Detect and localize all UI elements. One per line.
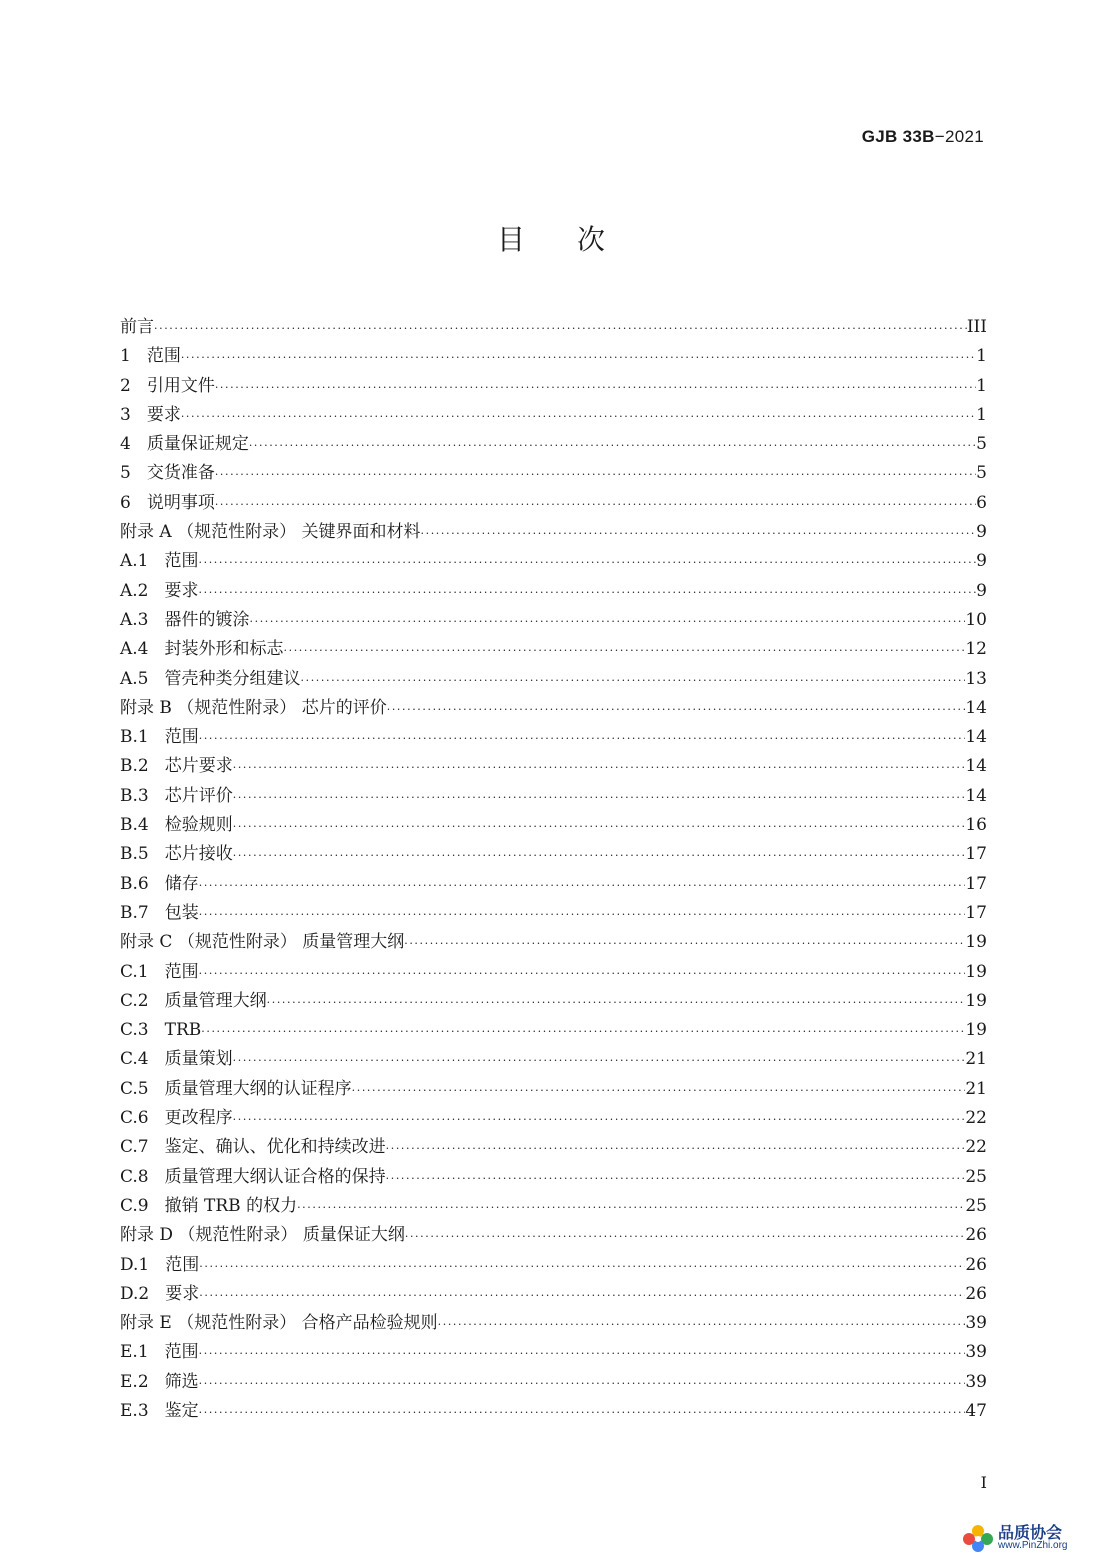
toc-entry[interactable] xyxy=(120,459,987,488)
toc-entry[interactable] xyxy=(120,1221,987,1250)
toc-entry-number: 1 xyxy=(120,346,131,367)
toc-entry[interactable] xyxy=(120,723,987,752)
toc-dot-leader xyxy=(284,636,966,665)
toc-entry[interactable] xyxy=(120,635,987,664)
toc-entry-label xyxy=(120,606,250,635)
toc-entry-page: 22 xyxy=(965,1108,987,1129)
toc-dot-leader xyxy=(421,519,977,548)
toc-entry-number: C.9 xyxy=(120,1195,149,1216)
toc-entry-page: 39 xyxy=(965,1342,987,1363)
toc-dot-leader xyxy=(199,1398,966,1427)
toc-entry-page: 14 xyxy=(965,727,987,748)
toc-entry-page: 39 xyxy=(965,1313,987,1334)
toc-dot-leader xyxy=(233,753,966,782)
toc-dot-leader xyxy=(201,1017,965,1046)
toc-entry-page: 5 xyxy=(976,463,987,484)
toc-entry-number: 3 xyxy=(120,404,131,425)
toc-entry-title: 交货准备 xyxy=(146,463,215,484)
toc-entry[interactable] xyxy=(120,1251,987,1280)
toc-entry-title: 质量管理大纲认证合格的保持 xyxy=(164,1166,386,1187)
toc-entry-title: 筛选 xyxy=(164,1371,199,1392)
toc-entry-page: 14 xyxy=(965,785,987,806)
toc-entry[interactable] xyxy=(120,577,987,606)
toc-dot-leader xyxy=(297,1193,965,1222)
toc-entry[interactable] xyxy=(120,811,987,840)
toc-entry[interactable] xyxy=(120,1075,987,1104)
toc-entry-label xyxy=(120,1368,199,1397)
toc-entry-label xyxy=(120,1338,199,1367)
toc-entry-title: 芯片评价 xyxy=(164,785,233,806)
toc-entry-label xyxy=(120,1045,233,1074)
toc-entry-page: 25 xyxy=(965,1166,987,1187)
toc-dot-leader xyxy=(233,1105,966,1134)
toc-entry-number: B.5 xyxy=(120,844,149,865)
toc-entry-number: C.6 xyxy=(120,1108,149,1129)
toc-entry[interactable] xyxy=(120,1192,987,1221)
toc-entry-number: 6 xyxy=(120,492,131,513)
toc-entry-label xyxy=(120,958,199,987)
document-code xyxy=(862,127,984,147)
toc-entry-number: A.1 xyxy=(120,551,149,572)
toc-entry-title: 说明事项 xyxy=(146,492,215,513)
toc-entry-page: 47 xyxy=(965,1400,987,1421)
toc-entry-title: 附录 D （规范性附录） 质量保证大纲 xyxy=(120,1225,405,1246)
toc-entry-title: 范围 xyxy=(165,1254,200,1275)
toc-entry-label xyxy=(120,635,284,664)
toc-dot-leader xyxy=(215,373,976,402)
toc-entry-page: 19 xyxy=(965,932,987,953)
toc-entry-number: C.4 xyxy=(120,1049,149,1070)
toc-dot-leader xyxy=(387,695,966,724)
toc-entry-page: 22 xyxy=(965,1137,987,1158)
toc-entry-label xyxy=(120,401,181,430)
toc-dot-leader xyxy=(181,343,976,372)
toc-entry-title: 要求 xyxy=(165,1283,200,1304)
toc-entry-label xyxy=(120,1309,438,1338)
toc-entry[interactable] xyxy=(120,1280,987,1309)
toc-entry-page: 19 xyxy=(965,990,987,1011)
toc-entry-title: 范围 xyxy=(164,727,199,748)
page-title: 目次 xyxy=(496,223,657,256)
toc-entry-label xyxy=(120,313,154,342)
toc-entry-title: 芯片接收 xyxy=(164,844,233,865)
toc-entry-label xyxy=(120,1280,199,1309)
toc-entry-number: B.1 xyxy=(120,727,149,748)
toc-dot-leader xyxy=(352,1076,966,1105)
toc-entry-number: A.2 xyxy=(120,580,149,601)
toc-entry-label xyxy=(120,1163,386,1192)
toc-dot-leader xyxy=(199,900,966,929)
toc-entry-page: 26 xyxy=(965,1283,987,1304)
toc-entry-number: B.4 xyxy=(120,815,149,836)
toc-entry-label xyxy=(120,840,233,869)
toc-entry-number: B.6 xyxy=(120,873,149,894)
watermark xyxy=(960,1520,1090,1556)
toc-entry-label xyxy=(120,489,215,518)
toc-entry-page: 16 xyxy=(965,815,987,836)
toc-entry-number: C.3 xyxy=(120,1020,149,1041)
toc-dot-leader xyxy=(233,841,966,870)
toc-entry-title: 鉴定 xyxy=(164,1400,199,1421)
toc-entry-title: 储存 xyxy=(164,873,199,894)
toc-entry-page: 6 xyxy=(976,492,987,513)
toc-entry[interactable] xyxy=(120,606,987,635)
toc-dot-leader xyxy=(199,578,977,607)
toc-entry[interactable] xyxy=(120,928,987,957)
toc-dot-leader xyxy=(199,1252,965,1281)
toc-dot-leader xyxy=(233,1046,966,1075)
toc-dot-leader xyxy=(250,607,966,636)
toc-entry[interactable] xyxy=(120,1045,987,1074)
toc-dot-leader xyxy=(301,666,966,695)
toc-entry-page: 10 xyxy=(965,609,987,630)
toc-dot-leader xyxy=(249,431,976,460)
toc-entry[interactable] xyxy=(120,1397,987,1426)
toc-entry-label xyxy=(120,547,199,576)
toc-entry[interactable] xyxy=(120,665,987,694)
toc-dot-leader xyxy=(386,1164,966,1193)
toc-entry-page: 26 xyxy=(965,1225,987,1246)
toc-entry-label xyxy=(120,811,233,840)
toc-entry-page: 1 xyxy=(976,346,987,367)
toc-entry-title: 附录 E （规范性附录） 合格产品检验规则 xyxy=(120,1313,438,1334)
toc-dot-leader xyxy=(215,460,976,489)
toc-entry[interactable] xyxy=(120,430,987,459)
toc-entry-page: 9 xyxy=(976,580,987,601)
toc-entry[interactable] xyxy=(120,401,987,430)
toc-entry[interactable] xyxy=(120,547,987,576)
toc-entry-title: 要求 xyxy=(164,580,199,601)
toc-entry-label xyxy=(120,430,249,459)
toc-entry-label xyxy=(120,1251,199,1280)
toc-entry-page: 14 xyxy=(965,697,987,718)
toc-entry-title: 封装外形和标志 xyxy=(164,639,284,660)
toc-entry-title: 范围 xyxy=(164,1342,199,1363)
toc-dot-leader xyxy=(199,871,966,900)
toc-entry-label xyxy=(120,1104,233,1133)
toc-entry-page: 21 xyxy=(965,1078,987,1099)
toc-entry-number: C.5 xyxy=(120,1078,149,1099)
document-code-year: −2021 xyxy=(934,127,984,146)
toc-entry-number: E.2 xyxy=(120,1371,149,1392)
toc-entry-label xyxy=(120,342,181,371)
toc-entry-title: 质量策划 xyxy=(164,1049,233,1070)
toc-entry-title: TRB xyxy=(164,1020,202,1041)
toc-entry-label xyxy=(120,987,267,1016)
toc-entry-title: 质量管理大纲 xyxy=(164,990,267,1011)
toc-entry-label xyxy=(120,723,199,752)
toc-entry[interactable] xyxy=(120,840,987,869)
toc-entry-number: A.3 xyxy=(120,609,149,630)
toc-entry-label xyxy=(120,459,215,488)
toc-entry[interactable] xyxy=(120,958,987,987)
toc-dot-leader xyxy=(233,812,966,841)
toc-entry[interactable] xyxy=(120,372,987,401)
toc-entry-page: 25 xyxy=(965,1195,987,1216)
toc-dot-leader xyxy=(233,783,966,812)
document-code-bold: GJB 33B xyxy=(861,127,935,146)
toc-entry-page: 17 xyxy=(965,902,987,923)
toc-entry[interactable] xyxy=(120,342,987,371)
toc-entry[interactable] xyxy=(120,1133,987,1162)
toc-entry-label xyxy=(120,694,387,723)
toc-entry-number: B.2 xyxy=(120,756,149,777)
toc-entry-page: 26 xyxy=(965,1254,987,1275)
toc-entry[interactable] xyxy=(120,489,987,518)
watermark-name: 品质协会 xyxy=(998,1523,1063,1542)
toc-entry-label xyxy=(120,752,233,781)
toc-entry-title: 附录 A （规范性附录） 关键界面和材料 xyxy=(120,522,421,543)
toc-entry-label xyxy=(120,1397,199,1426)
toc-entry-label xyxy=(120,1133,386,1162)
toc-entry[interactable] xyxy=(120,987,987,1016)
toc-entry[interactable] xyxy=(120,1368,987,1397)
toc-entry-page: III xyxy=(966,317,987,337)
toc-entry-label xyxy=(120,665,301,694)
watermark-url: www.PinZhi.org xyxy=(998,1540,1068,1551)
toc-dot-leader xyxy=(199,959,966,988)
toc-entry-number: B.3 xyxy=(120,785,149,806)
toc-entry-number: C.2 xyxy=(120,990,149,1011)
table-of-contents xyxy=(120,313,987,1426)
toc-dot-leader xyxy=(199,1281,965,1310)
toc-entry-number: D.2 xyxy=(120,1283,150,1304)
toc-entry-label xyxy=(120,372,215,401)
toc-dot-leader xyxy=(386,1134,966,1163)
toc-entry-number: A.5 xyxy=(120,668,149,689)
toc-entry[interactable] xyxy=(120,1338,987,1367)
toc-entry-number: 4 xyxy=(120,434,131,455)
toc-dot-leader xyxy=(438,1310,966,1339)
toc-entry-page: 5 xyxy=(976,434,987,455)
toc-dot-leader xyxy=(181,402,976,431)
toc-entry-label xyxy=(120,782,233,811)
toc-entry-title: 质量管理大纲的认证程序 xyxy=(164,1078,352,1099)
toc-entry[interactable] xyxy=(120,1104,987,1133)
toc-dot-leader xyxy=(199,724,966,753)
toc-entry[interactable] xyxy=(120,782,987,811)
toc-entry-title: 范围 xyxy=(164,551,199,572)
toc-entry-label xyxy=(120,1016,201,1045)
toc-entry-page: 13 xyxy=(965,668,987,689)
toc-entry-page: 1 xyxy=(976,404,987,425)
toc-entry-page: 21 xyxy=(965,1049,987,1070)
toc-entry-title: 器件的镀涂 xyxy=(164,609,250,630)
toc-entry-title: 包装 xyxy=(164,902,199,923)
toc-entry-title: 检验规则 xyxy=(164,815,233,836)
toc-entry-title: 前言 xyxy=(120,317,154,337)
toc-entry-number: E.1 xyxy=(120,1342,149,1363)
toc-entry-title: 范围 xyxy=(146,346,181,367)
toc-entry[interactable] xyxy=(120,1163,987,1192)
toc-entry-page: 9 xyxy=(976,551,987,572)
toc-entry-title: 范围 xyxy=(164,961,199,982)
toc-entry[interactable] xyxy=(120,870,987,899)
toc-entry[interactable] xyxy=(120,752,987,781)
toc-dot-leader xyxy=(405,1222,966,1251)
toc-entry-title: 引用文件 xyxy=(146,375,215,396)
toc-dot-leader xyxy=(199,548,977,577)
toc-entry-number: C.8 xyxy=(120,1166,149,1187)
toc-entry-page: 17 xyxy=(965,844,987,865)
page-number: I xyxy=(980,1473,987,1492)
toc-entry[interactable] xyxy=(120,518,987,547)
toc-entry-number: D.1 xyxy=(120,1254,150,1275)
toc-entry[interactable] xyxy=(120,313,987,342)
toc-entry-label xyxy=(120,1192,297,1221)
toc-entry-title: 附录 B （规范性附录） 芯片的评价 xyxy=(120,697,387,718)
toc-entry-label xyxy=(120,899,199,928)
toc-dot-leader xyxy=(404,929,965,958)
toc-entry-page: 1 xyxy=(976,375,987,396)
toc-entry[interactable] xyxy=(120,694,987,723)
toc-entry-number: C.7 xyxy=(120,1137,149,1158)
toc-entry-page: 39 xyxy=(965,1371,987,1392)
toc-dot-leader xyxy=(199,1339,966,1368)
toc-entry-label xyxy=(120,1075,352,1104)
toc-entry-page: 14 xyxy=(965,756,987,777)
toc-entry-number: A.4 xyxy=(120,639,149,660)
toc-dot-leader xyxy=(267,988,966,1017)
toc-entry-page: 19 xyxy=(965,1020,987,1041)
toc-entry-number: C.1 xyxy=(120,961,149,982)
toc-entry-label xyxy=(120,577,199,606)
toc-entry-title: 芯片要求 xyxy=(164,756,233,777)
toc-entry-page: 17 xyxy=(965,873,987,894)
toc-entry-title: 要求 xyxy=(146,404,181,425)
toc-entry-number: 2 xyxy=(120,375,131,396)
toc-entry-title: 撤销 TRB 的权力 xyxy=(164,1195,298,1216)
toc-entry-number: B.7 xyxy=(120,902,149,923)
toc-entry-page: 12 xyxy=(965,639,987,660)
toc-entry-label xyxy=(120,870,199,899)
toc-dot-leader xyxy=(199,1369,966,1398)
toc-entry-title: 管壳种类分组建议 xyxy=(164,668,301,689)
toc-dot-leader xyxy=(154,314,967,343)
toc-entry-page: 9 xyxy=(976,522,987,543)
pinzhi-logo-icon xyxy=(960,1522,996,1554)
toc-dot-leader xyxy=(215,490,976,519)
toc-entry-number: 5 xyxy=(120,463,131,484)
toc-entry[interactable] xyxy=(120,1016,987,1045)
toc-entry-title: 更改程序 xyxy=(164,1108,233,1129)
toc-entry-title: 鉴定、确认、优化和持续改进 xyxy=(164,1137,386,1158)
toc-entry-label xyxy=(120,1221,405,1250)
toc-entry[interactable] xyxy=(120,899,987,928)
toc-entry-title: 质量保证规定 xyxy=(146,434,249,455)
toc-entry[interactable] xyxy=(120,1309,987,1338)
toc-entry-number: E.3 xyxy=(120,1400,149,1421)
toc-entry-label xyxy=(120,518,421,547)
toc-entry-title: 附录 C （规范性附录） 质量管理大纲 xyxy=(120,932,405,953)
toc-entry-page: 19 xyxy=(965,961,987,982)
toc-entry-label xyxy=(120,928,404,957)
